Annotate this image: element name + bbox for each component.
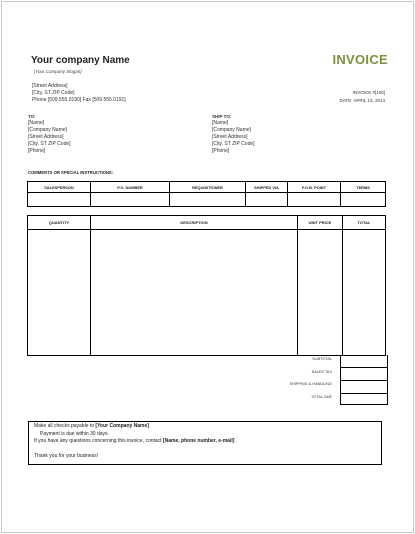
- total-due-value-cell: [341, 394, 387, 405]
- bill-to-heading: TO:: [28, 114, 36, 119]
- bill-to-company: [Company Name]: [28, 127, 67, 133]
- sales-tax-label: SALES TAX: [311, 370, 332, 374]
- invoice-number: INVOICE #[100]: [352, 90, 385, 95]
- company-address: [32, 83, 126, 104]
- header-terms: TERMS: [341, 182, 386, 193]
- invoice-date: DATE: APRIL 13, 2014: [339, 97, 385, 103]
- header-fob-point: F.O.B. POINT: [288, 182, 341, 193]
- shipping-label: SHIPPING & HANDLING: [289, 382, 332, 386]
- ship-to-heading: SHIP TO:: [212, 114, 232, 119]
- ship-to-phone: [Phone]: [212, 148, 230, 154]
- header-quantity: QUANTITY: [28, 216, 91, 230]
- ship-to-company: [Company Name]: [212, 127, 251, 133]
- shipping-value-cell: [341, 381, 387, 394]
- items-unit-price-column: [298, 230, 343, 356]
- note-line-payment: Payment is due within 30 days.: [40, 430, 109, 437]
- items-description-column: [91, 230, 298, 356]
- header-salesperson: SALESPERSON: [28, 182, 91, 193]
- ship-to-name: [Name]: [212, 120, 229, 126]
- header-description: DESCRIPTION: [91, 216, 298, 230]
- order-info-table: [27, 181, 386, 207]
- ship-to-street: [Street Address]: [212, 134, 248, 140]
- bill-to-phone: [Phone]: [28, 148, 46, 154]
- note-line-contact: [34, 438, 381, 446]
- bill-to-city: [City, ST ZIP Code]: [28, 141, 71, 147]
- summary-box: [340, 355, 388, 405]
- header-po-number: P.O. NUMBER: [91, 182, 170, 193]
- company-phone-fax: Phone [509.555.0190] Fax [509.555.0191]: [32, 97, 126, 103]
- company-street: [Street Address]: [32, 83, 68, 89]
- bill-to-block: [28, 113, 71, 155]
- header-requisitioner: REQUISITIONER: [170, 182, 246, 193]
- items-quantity-column: [28, 230, 91, 356]
- company-slogan: [Your Company Slogan]: [34, 69, 82, 74]
- cell-shipped-via: [246, 193, 288, 207]
- subtotal-label: SUBTOTAL: [312, 357, 332, 361]
- ship-to-block: [212, 113, 255, 155]
- note-contact-details: [Name, phone number, e-mail]: [162, 438, 235, 444]
- bill-to-name: [Name]: [28, 120, 45, 126]
- payment-note-box: [28, 421, 382, 465]
- invoice-title: INVOICE: [332, 52, 388, 67]
- cell-requisitioner: [170, 193, 246, 207]
- subtotal-value-cell: [341, 355, 387, 368]
- note-contact-text: If you have any questions concerning this invoice, contact: [34, 438, 163, 444]
- invoice-meta: [339, 89, 385, 104]
- cell-fob-point: [288, 193, 341, 207]
- cell-po-number: [91, 193, 170, 207]
- cell-terms: [341, 193, 386, 207]
- items-total-column: [343, 230, 386, 356]
- sales-tax-value-cell: [341, 368, 387, 381]
- note-line-thanks: Thank you for your business!: [34, 452, 99, 459]
- cell-salesperson: [28, 193, 91, 207]
- company-city: [City, ST ZIP Code]: [32, 90, 75, 96]
- comments-label: COMMENTS OR SPECIAL INSTRUCTIONS:: [28, 170, 114, 175]
- bill-to-street: [Street Address]: [28, 134, 64, 140]
- header-shipped-via: SHIPPED VIA: [246, 182, 288, 193]
- company-name: Your company Name: [31, 55, 130, 66]
- total-due-label: TOTAL DUE: [311, 395, 332, 399]
- header-total: TOTAL: [343, 216, 386, 230]
- ship-to-city: [City, ST ZIP Code]: [212, 141, 255, 147]
- header-unit-price: UNIT PRICE: [298, 216, 343, 230]
- note-company-name: [Your Company Name]: [95, 423, 149, 429]
- note-checks-text: Make all checks payable to: [34, 423, 96, 429]
- note-line-checks: [34, 423, 381, 431]
- line-items-table: [27, 215, 386, 356]
